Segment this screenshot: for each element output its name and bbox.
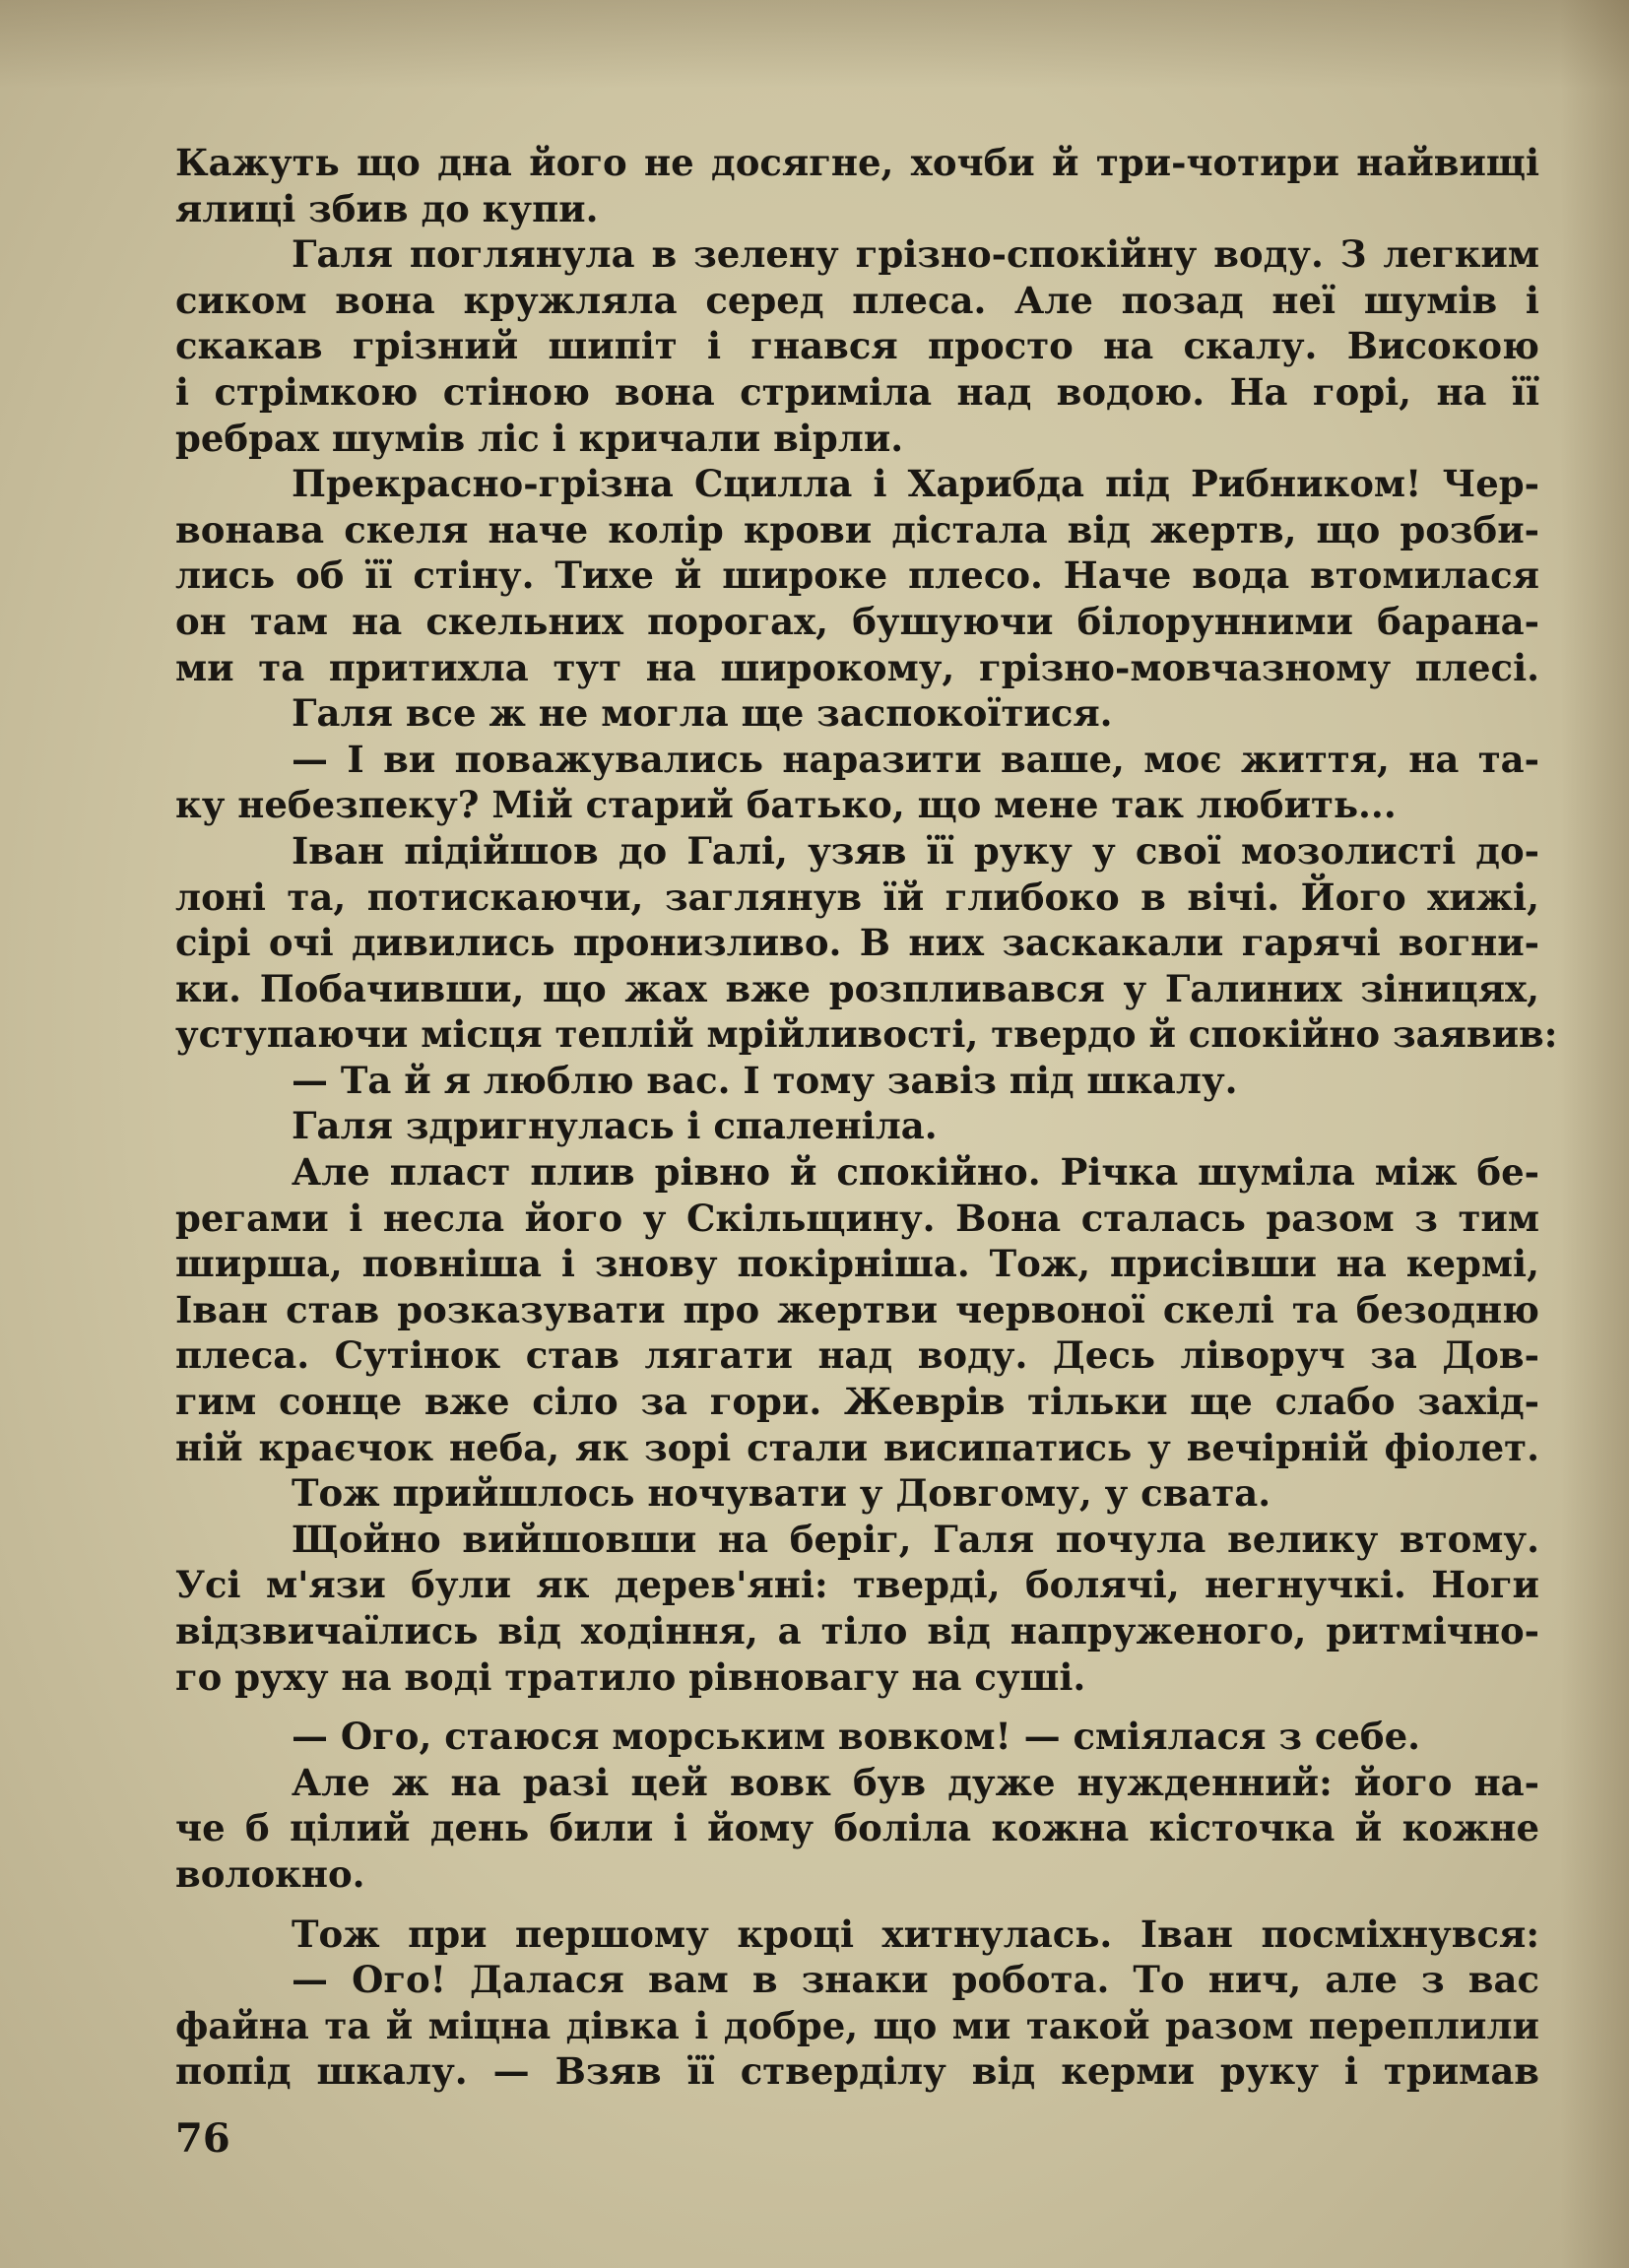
text-line: лоні та, потискаючи, заглянув їй глибоко в вічі. Його хижі,: [175, 875, 1539, 919]
text-line: плеса. Сутінок став лягати над воду. Десь ліворуч за Дов-: [175, 1333, 1539, 1378]
text-line: лись об її стіну. Тихе й широке плесо. Наче вода втомилася: [175, 553, 1539, 598]
text-line: гим сонце вже сіло за гори. Жеврів тільки ще слабо захід-: [175, 1380, 1539, 1424]
text-line: попід шкалу. — Взяв її стверділу від керми руку і тримав: [175, 2049, 1539, 2094]
text-line: го руху на воді тратило рівновагу на суші.: [175, 1654, 1086, 1699]
text-line: Але пласт плив рівно й спокійно. Річка шуміла між бе-: [292, 1150, 1539, 1195]
text-line: Галя здригнулась і спаленіла.: [292, 1104, 938, 1148]
text-line: ми та притихла тут на широкому, грізно-мовчазному плесі.: [175, 645, 1539, 689]
text-line: Іван став розказувати про жертви червоної скелі та безодню: [175, 1287, 1539, 1331]
text-line: Тож прийшлось ночувати у Довгому, у свата.: [292, 1471, 1271, 1516]
text-line: ребрах шумів ліс і кричали вірли.: [175, 416, 904, 460]
text-line: ки. Побачивши, що жах вже розпливався у Галиних зіницях,: [175, 966, 1539, 1010]
text-line: — Ого! Далася вам в знаки робота. То нич, але з вас: [292, 1958, 1539, 2002]
page-shadow-top: [0, 0, 1629, 89]
text-line: волокно.: [175, 1851, 365, 1896]
text-line: сірі очі дивились пронизливо. В них заскакали гарячі вогни-: [175, 921, 1539, 965]
text-line: вонава скеля наче колір крови дістала від жертв, що розби-: [175, 507, 1539, 551]
text-line: регами і несла його у Скільщину. Вона сталась разом з тим: [175, 1196, 1539, 1240]
text-line: ширша, повніша і знову покірніша. Тож, присівши на кермі,: [175, 1242, 1539, 1286]
text-line: Галя поглянула в зелену грізно-спокійну воду. З легким: [292, 232, 1539, 277]
text-line: Тож при першому кроці хитнулась. Іван посміхнувся:: [292, 1912, 1539, 1956]
body-text: [175, 140, 1558, 2095]
text-line: Прекрасно-грізна Сцилла і Харибда під Рибником! Чер-: [292, 462, 1539, 506]
text-line: Усі м'язи були як дерев'яні: тверді, болячі, негнучкі. Ноги: [175, 1563, 1539, 1607]
text-line: і стрімкою стіною вона стриміла над водою. На горі, на її: [175, 369, 1539, 414]
text-line: ку небезпеку? Мій старий батько, що мене так любить...: [175, 783, 1397, 827]
page-number: 76: [175, 2115, 230, 2162]
text-line: Галя все ж не могла ще заспокоїтися.: [292, 691, 1113, 736]
paragraph-gap: [175, 1700, 1539, 1714]
text-line: ялиці збив до купи.: [175, 186, 599, 230]
paragraph-gap: [175, 1898, 1539, 1912]
text-line: — Ого, стаюся морським вовком! — сміялася з себе.: [292, 1715, 1421, 1759]
text-line: — І ви поважувались наразити ваше, моє життя, на та-: [292, 737, 1539, 781]
text-line: скакав грізний шипіт і гнався просто на скалу. Високою: [175, 324, 1539, 368]
text-line: че б цілий день били і йому боліла кожна кісточка й кожне: [175, 1806, 1539, 1850]
text-line: уступаючи місця теплій мрійливості, твердо й спокійно заявив:: [175, 1012, 1558, 1057]
text-line: файна та й міцна дівка і добре, що ми такой разом переплили: [175, 2003, 1539, 2047]
text-line: — Та й я люблю вас. І тому завіз під шкалу.: [292, 1058, 1238, 1102]
text-line: Але ж на разі цей вовк був дуже нужденний: його на-: [292, 1760, 1539, 1804]
text-line: Іван підійшов до Галі, узяв її руку у свої мозолисті до-: [292, 828, 1539, 873]
text-line: відзвичаїлись від ходіння, а тіло від напруженого, ритмічно-: [175, 1609, 1539, 1652]
text-line: он там на скельних порогах, бушуючи білорунними барана-: [175, 599, 1539, 643]
text-line: сиком вона кружляла серед плеса. Але позад неї шумів і: [175, 278, 1539, 322]
text-line: ній краєчок неба, як зорі стали висипатись у вечірній фіолет.: [175, 1425, 1539, 1469]
text-line: Щойно вийшовши на беріг, Галя почула велику втому.: [292, 1517, 1539, 1561]
text-line: Кажуть що дна його не досягне, хочби й три-чотири найвищі: [175, 141, 1539, 184]
page-shadow-right: [1560, 0, 1629, 2268]
